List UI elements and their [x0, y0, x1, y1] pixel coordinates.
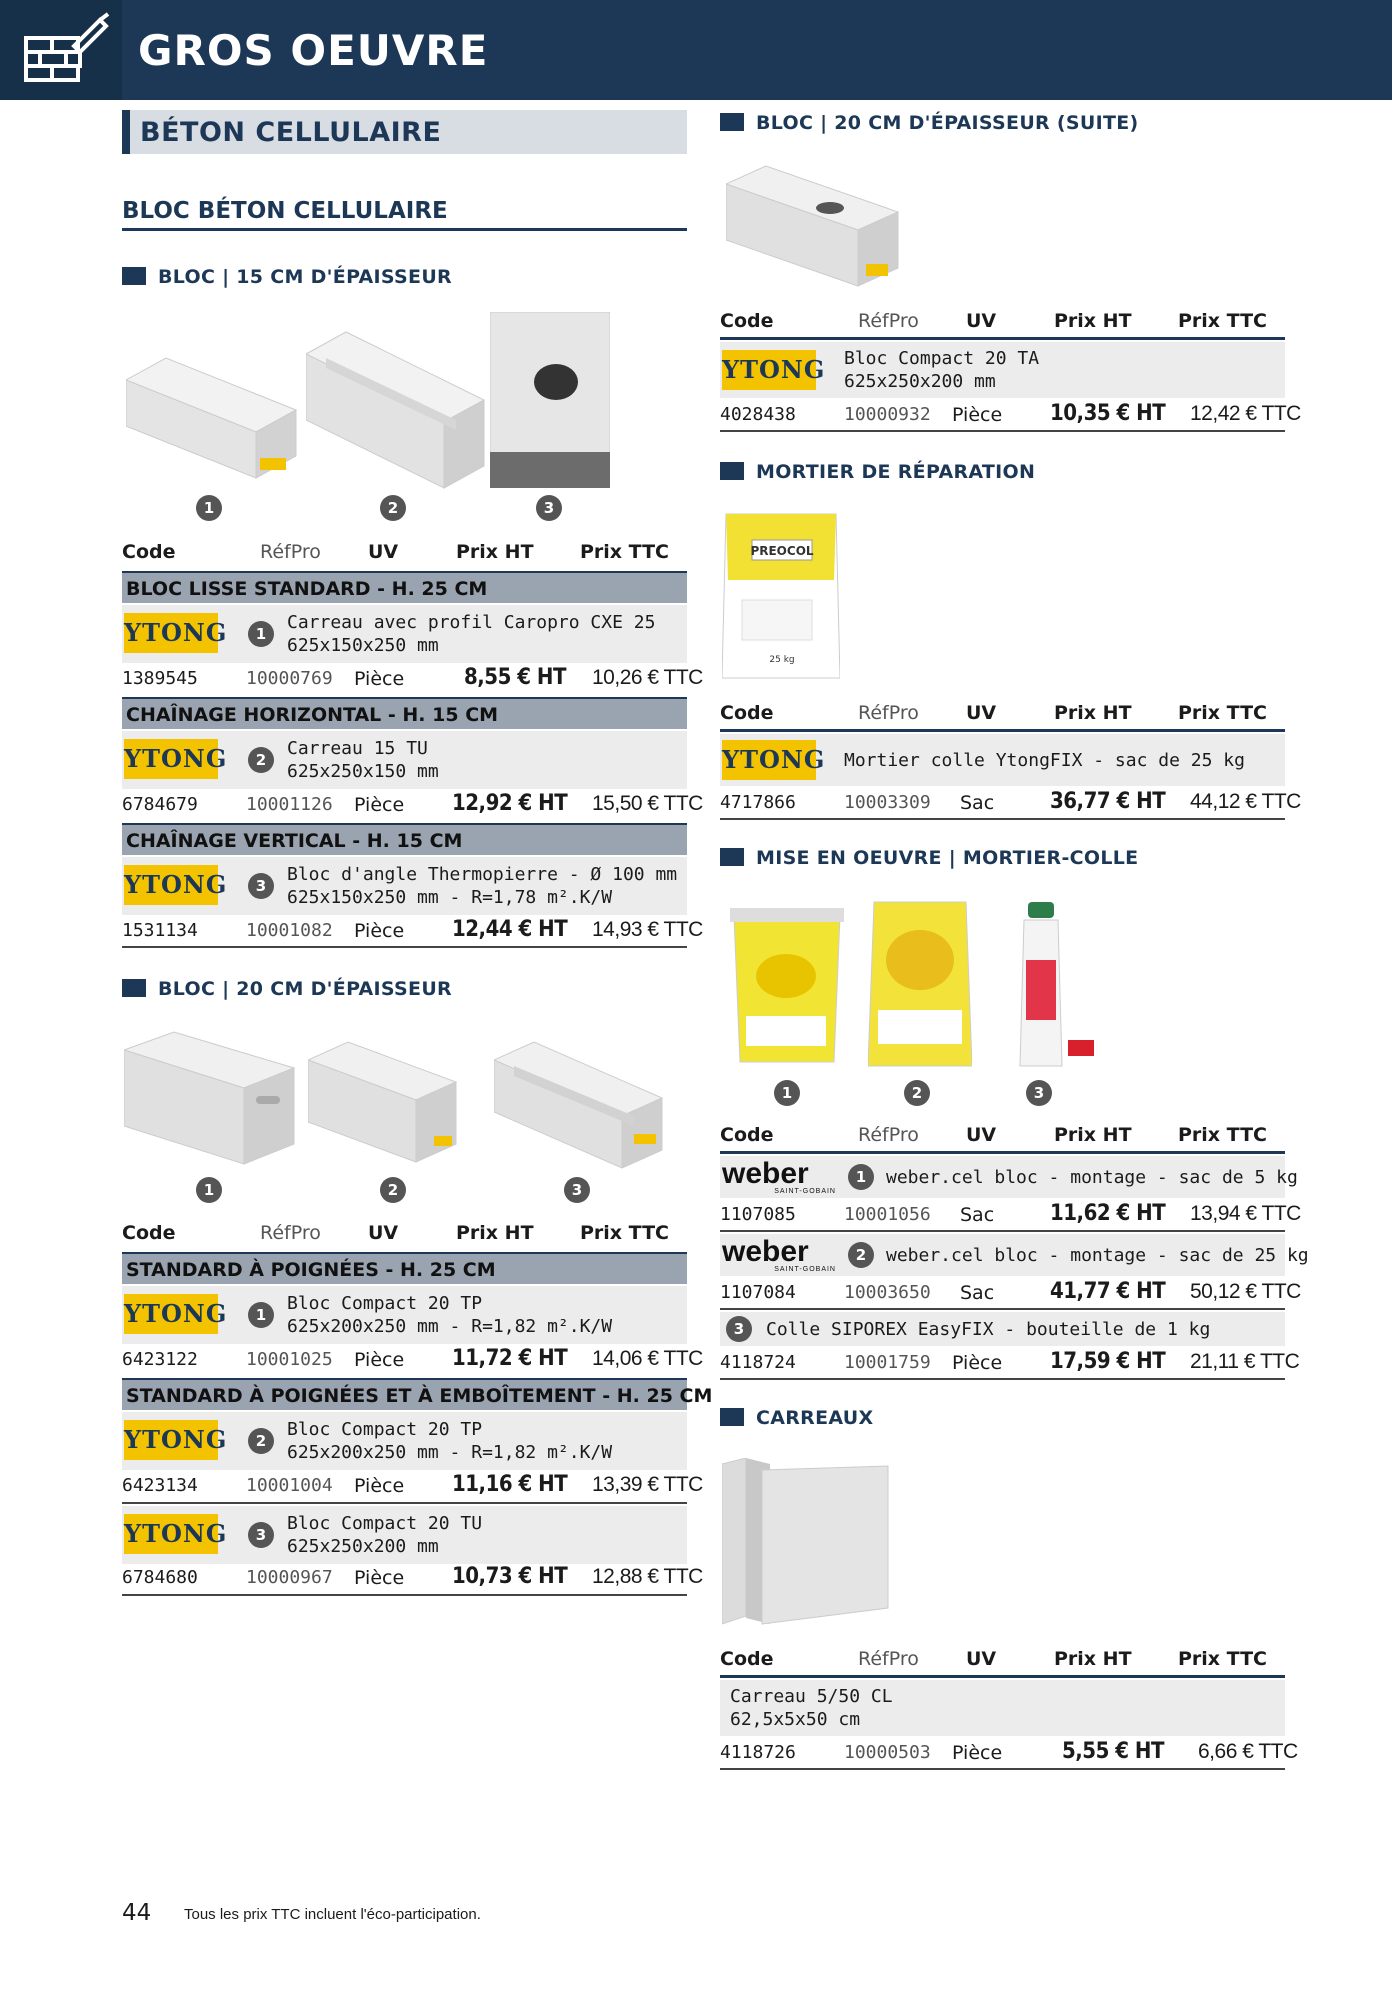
- product-refpro: 10001025: [246, 1349, 333, 1370]
- product-dimensions: 625x150x250 mm - R=1,78 m².K/W: [287, 887, 613, 908]
- heading-square: [122, 979, 146, 997]
- product-image-weber-bag: [868, 898, 972, 1068]
- category-label: STANDARD À POIGNÉES ET À EMBOÎTEMENT - H. 25 CM: [126, 1385, 713, 1407]
- col-header-prix-ht: Prix HT: [1054, 1124, 1132, 1146]
- product-refpro: 10001126: [246, 794, 333, 815]
- col-header-uv: UV: [966, 702, 997, 724]
- product-uv: Pièce: [354, 668, 405, 690]
- product-description-row: [720, 1156, 1298, 1198]
- price-ttc: 10,26 € TTC: [592, 666, 703, 689]
- section-heading-mortier: [720, 461, 1035, 483]
- heading-square: [720, 462, 744, 480]
- product-refpro: 10000503: [844, 1742, 931, 1763]
- price-ttc: 44,12 € TTC: [1190, 790, 1301, 813]
- product-uv: Pièce: [354, 794, 405, 816]
- price-ht: 17,59 € HT: [1050, 1349, 1166, 1374]
- heading-square: [122, 267, 146, 285]
- row-rule: [720, 1230, 1285, 1232]
- product-dimensions: 625x200x250 mm - R=1,82 m².K/W: [287, 1316, 613, 1337]
- product-name: Bloc Compact 20 TP: [287, 1419, 483, 1440]
- ytong-logo: YTONG: [722, 350, 816, 390]
- ytong-logo: YTONG: [722, 740, 816, 780]
- number-badge: 1: [196, 1177, 222, 1203]
- table-header-rule: [720, 337, 1285, 340]
- product-refpro: 10001082: [246, 920, 333, 941]
- product-code: 6423122: [122, 1349, 198, 1370]
- heading-square: [720, 113, 744, 131]
- col-header-refpro: RéfPro: [260, 1222, 321, 1244]
- product-image-carreau-5-50: [722, 1458, 890, 1630]
- product-code: 6784679: [122, 794, 198, 815]
- weber-logo: [722, 1237, 836, 1271]
- product-description-row: [122, 1412, 687, 1470]
- weber-wordmark: weber: [722, 1157, 809, 1190]
- number-badge: 2: [380, 495, 406, 521]
- product-code: 4118724: [720, 1352, 796, 1373]
- price-ttc: 12,88 € TTC: [592, 1565, 703, 1588]
- product-name: Carreau 5/50 CL: [730, 1686, 893, 1707]
- price-ht: 11,62 € HT: [1050, 1201, 1166, 1226]
- page-title: GROS OEUVRE: [138, 26, 489, 75]
- col-header-refpro: RéfPro: [260, 541, 321, 563]
- product-refpro: 10001759: [844, 1352, 931, 1373]
- product-uv: Sac: [960, 1282, 995, 1304]
- col-header-refpro: RéfPro: [858, 1648, 919, 1670]
- price-ht: 36,77 € HT: [1050, 789, 1166, 814]
- product-image-carreau-15tu: [306, 330, 486, 490]
- product-name: Carreau avec profil Caropro CXE 25: [287, 612, 656, 633]
- col-header-uv: UV: [966, 1648, 997, 1670]
- product-image-bloc-20tp-emboitement: [308, 1040, 458, 1166]
- col-header-uv: UV: [368, 1222, 399, 1244]
- section-heading-bloc-20-suite: [720, 112, 1138, 134]
- section-heading-label: BLOC | 15 CM D'ÉPAISSEUR: [158, 266, 452, 288]
- number-badge: 2: [904, 1080, 930, 1106]
- price-ht: 10,35 € HT: [1050, 401, 1166, 426]
- table-bottom-rule: [122, 1594, 687, 1596]
- number-badge: 3: [726, 1316, 752, 1342]
- col-header-code: Code: [720, 702, 774, 724]
- table-bottom-rule: [720, 1378, 1285, 1380]
- section-heading-label: BLOC | 20 CM D'ÉPAISSEUR (SUITE): [756, 112, 1139, 134]
- page-header: [0, 0, 1392, 100]
- product-description-row: [122, 1286, 687, 1344]
- product-code: 4118726: [720, 1742, 796, 1763]
- price-ttc: 14,93 € TTC: [592, 918, 703, 941]
- col-header-uv: UV: [368, 541, 399, 563]
- col-header-prix-ht: Prix HT: [1054, 310, 1132, 332]
- number-badge: 1: [848, 1164, 874, 1190]
- col-header-prix-ht: Prix HT: [456, 1222, 534, 1244]
- product-uv: Sac: [960, 792, 995, 814]
- price-ttc: 6,66 € TTC: [1198, 1740, 1298, 1763]
- product-uv: Pièce: [354, 1475, 405, 1497]
- number-badge: 3: [564, 1177, 590, 1203]
- col-header-code: Code: [720, 1124, 774, 1146]
- price-ht: 41,77 € HT: [1050, 1279, 1166, 1304]
- product-name: Carreau 15 TU: [287, 738, 428, 759]
- product-code: 6784680: [122, 1567, 198, 1588]
- product-image-carreau-cxe25: [126, 350, 298, 480]
- product-description-row: [122, 731, 687, 789]
- footer-note: Tous les prix TTC incluent l'éco-participation.: [184, 1906, 481, 1923]
- price-ht: 8,55 € HT: [464, 665, 566, 690]
- product-description-row: [122, 857, 687, 915]
- col-header-prix-ttc: Prix TTC: [1178, 1124, 1267, 1146]
- product-refpro: 10000769: [246, 668, 333, 689]
- section-heading-label: BLOC | 20 CM D'ÉPAISSEUR: [158, 978, 452, 1000]
- product-image-bloc-20tu: [494, 1040, 664, 1170]
- section-heading-carreaux: [720, 1407, 874, 1429]
- heading-square: [720, 1408, 744, 1426]
- category-label: STANDARD À POIGNÉES - H. 25 CM: [126, 1259, 496, 1281]
- number-badge: 1: [774, 1080, 800, 1106]
- price-ht: 11,16 € HT: [452, 1472, 568, 1497]
- product-image-siporex-bottle: [1018, 900, 1098, 1070]
- table-bottom-rule: [122, 946, 687, 948]
- product-dimensions: 625x250x150 mm: [287, 761, 439, 782]
- col-header-refpro: RéfPro: [858, 702, 919, 724]
- product-dimensions: 625x150x250 mm: [287, 635, 439, 656]
- product-name: weber.cel bloc - montage - sac de 25 kg: [886, 1245, 1309, 1266]
- price-ttc: 13,39 € TTC: [592, 1473, 703, 1496]
- price-ttc: 15,50 € TTC: [592, 792, 703, 815]
- price-ht: 10,73 € HT: [452, 1564, 568, 1589]
- ytong-logo: YTONG: [124, 1294, 218, 1334]
- product-description-row: [720, 1312, 1285, 1346]
- price-ht: 5,55 € HT: [1062, 1739, 1164, 1764]
- ytong-logo: YTONG: [124, 1420, 218, 1460]
- product-refpro: 10001004: [246, 1475, 333, 1496]
- row-rule: [720, 1308, 1285, 1310]
- weber-logo: [722, 1159, 836, 1193]
- product-image-bloc-angle-thermopierre: [490, 312, 610, 488]
- product-description-row: [122, 1506, 687, 1564]
- product-image-weber-bucket: [726, 906, 848, 1064]
- product-uv: Pièce: [952, 404, 1003, 426]
- table-header-rule: [720, 729, 1285, 732]
- price-ttc: 13,94 € TTC: [1190, 1202, 1301, 1225]
- col-header-prix-ht: Prix HT: [1054, 1648, 1132, 1670]
- table-bottom-rule: [720, 818, 1285, 820]
- product-name: Bloc Compact 20 TU: [287, 1513, 483, 1534]
- product-dimensions: 625x250x200 mm: [844, 371, 996, 392]
- product-code: 4717866: [720, 792, 796, 813]
- section-heading-mise-en-oeuvre: [720, 847, 1138, 869]
- price-ht: 12,44 € HT: [452, 917, 568, 942]
- number-badge: 3: [248, 873, 274, 899]
- category-row: [122, 823, 687, 855]
- col-header-prix-ttc: Prix TTC: [1178, 310, 1267, 332]
- product-image-preocol-bag: [722, 510, 840, 682]
- product-name: Bloc Compact 20 TP: [287, 1293, 483, 1314]
- col-header-code: Code: [720, 310, 774, 332]
- table-header-rule: [720, 1675, 1285, 1678]
- product-dimensions: 625x200x250 mm - R=1,82 m².K/W: [287, 1442, 613, 1463]
- product-name: weber.cel bloc - montage - sac de 5 kg: [886, 1167, 1298, 1188]
- section-heading-bloc-15: [122, 266, 452, 288]
- product-image-bloc-20ta: [726, 164, 902, 290]
- col-header-uv: UV: [966, 310, 997, 332]
- category-row: [122, 1252, 687, 1284]
- product-code: 4028438: [720, 404, 796, 425]
- number-badge: 1: [196, 495, 222, 521]
- number-badge: 2: [248, 747, 274, 773]
- product-code: 6423134: [122, 1475, 198, 1496]
- product-code: 1389545: [122, 668, 198, 689]
- product-refpro: 10000932: [844, 404, 931, 425]
- ytong-logo: YTONG: [124, 865, 218, 905]
- table-header-rule: [720, 1151, 1285, 1154]
- col-header-code: Code: [720, 1648, 774, 1670]
- product-refpro: 10003650: [844, 1282, 931, 1303]
- price-ht: 11,72 € HT: [452, 1346, 568, 1371]
- col-header-prix-ttc: Prix TTC: [1178, 702, 1267, 724]
- number-badge: 3: [248, 1522, 274, 1548]
- section-heading-label: MORTIER DE RÉPARATION: [756, 461, 1036, 483]
- col-header-prix-ht: Prix HT: [1054, 702, 1132, 724]
- col-header-prix-ht: Prix HT: [456, 541, 534, 563]
- number-badge: 3: [536, 495, 562, 521]
- product-description-row: [720, 342, 1285, 398]
- col-header-prix-ttc: Prix TTC: [580, 541, 669, 563]
- col-header-prix-ttc: Prix TTC: [580, 1222, 669, 1244]
- product-code: 1107085: [720, 1204, 796, 1225]
- product-name: Bloc Compact 20 TA: [844, 348, 1040, 369]
- col-header-refpro: RéfPro: [858, 1124, 919, 1146]
- product-code: 1531134: [122, 920, 198, 941]
- price-ttc: 12,42 € TTC: [1190, 402, 1301, 425]
- row-rule: [122, 1502, 687, 1504]
- product-dimensions: 625x250x200 mm: [287, 1536, 439, 1557]
- product-description-row: [720, 734, 1285, 786]
- category-label: CHAÎNAGE VERTICAL - H. 15 CM: [126, 830, 463, 852]
- category-row: [122, 571, 687, 603]
- category-label: BLOC LISSE STANDARD - H. 25 CM: [126, 578, 488, 600]
- number-badge: 2: [248, 1428, 274, 1454]
- col-header-prix-ttc: Prix TTC: [1178, 1648, 1267, 1670]
- price-ttc: 21,11 € TTC: [1190, 1350, 1300, 1373]
- product-uv: Pièce: [354, 1567, 405, 1589]
- subcategory-title: BLOC BÉTON CELLULAIRE: [122, 198, 687, 231]
- price-ttc: 50,12 € TTC: [1190, 1280, 1301, 1303]
- price-ht: 12,92 € HT: [452, 791, 568, 816]
- product-refpro: 10001056: [844, 1204, 931, 1225]
- bag-weight: 25 kg: [769, 655, 795, 665]
- product-uv: Pièce: [952, 1352, 1003, 1374]
- product-refpro: 10003309: [844, 792, 931, 813]
- product-refpro: 10000967: [246, 1567, 333, 1588]
- bag-label: PREOCOL: [750, 544, 814, 558]
- weber-subtitle: SAINT-GOBAIN: [774, 1188, 836, 1195]
- product-name: Mortier colle YtongFIX - sac de 25 kg: [844, 750, 1245, 771]
- section-icon-box: [0, 0, 122, 100]
- ytong-logo: YTONG: [124, 739, 218, 779]
- section-heading-label: MISE EN OEUVRE | MORTIER-COLLE: [756, 847, 1139, 869]
- ytong-logo: YTONG: [124, 1514, 218, 1554]
- number-badge: 2: [380, 1177, 406, 1203]
- product-uv: Pièce: [354, 920, 405, 942]
- product-description-row: [720, 1234, 1309, 1276]
- col-header-code: Code: [122, 541, 176, 563]
- category-title: BÉTON CELLULAIRE: [140, 117, 442, 148]
- col-header-refpro: RéfPro: [858, 310, 919, 332]
- page-number: 44: [122, 1900, 152, 1926]
- product-dimensions: 62,5x5x50 cm: [730, 1709, 861, 1730]
- product-description-row: [720, 1680, 1285, 1736]
- category-label: CHAÎNAGE HORIZONTAL - H. 15 CM: [126, 704, 499, 726]
- product-image-bloc-20tp: [124, 1030, 296, 1166]
- table-bottom-rule: [720, 1768, 1285, 1770]
- number-badge: 1: [248, 621, 274, 647]
- product-uv: Pièce: [952, 1742, 1003, 1764]
- table-bottom-rule: [720, 430, 1285, 432]
- category-row: [122, 1378, 713, 1410]
- wall-trowel-icon: [14, 8, 114, 98]
- product-uv: Pièce: [354, 1349, 405, 1371]
- weber-wordmark: weber: [722, 1235, 809, 1268]
- ytong-logo: YTONG: [124, 613, 218, 653]
- product-name: Bloc d'angle Thermopierre - Ø 100 mm: [287, 864, 678, 885]
- weber-subtitle: SAINT-GOBAIN: [774, 1266, 836, 1273]
- product-uv: Sac: [960, 1204, 995, 1226]
- section-heading-label: CARREAUX: [756, 1407, 874, 1429]
- heading-square: [720, 848, 744, 866]
- number-badge: 1: [248, 1302, 274, 1328]
- number-badge: 2: [848, 1242, 874, 1268]
- product-code: 1107084: [720, 1282, 796, 1303]
- product-name: Colle SIPOREX EasyFIX - bouteille de 1 kg: [766, 1319, 1211, 1340]
- col-header-code: Code: [122, 1222, 176, 1244]
- category-title-bar: [122, 110, 687, 154]
- col-header-uv: UV: [966, 1124, 997, 1146]
- category-row: [122, 697, 687, 729]
- section-heading-bloc-20: [122, 978, 452, 1000]
- product-description-row: [122, 605, 687, 663]
- number-badge: 3: [1026, 1080, 1052, 1106]
- price-ttc: 14,06 € TTC: [592, 1347, 703, 1370]
